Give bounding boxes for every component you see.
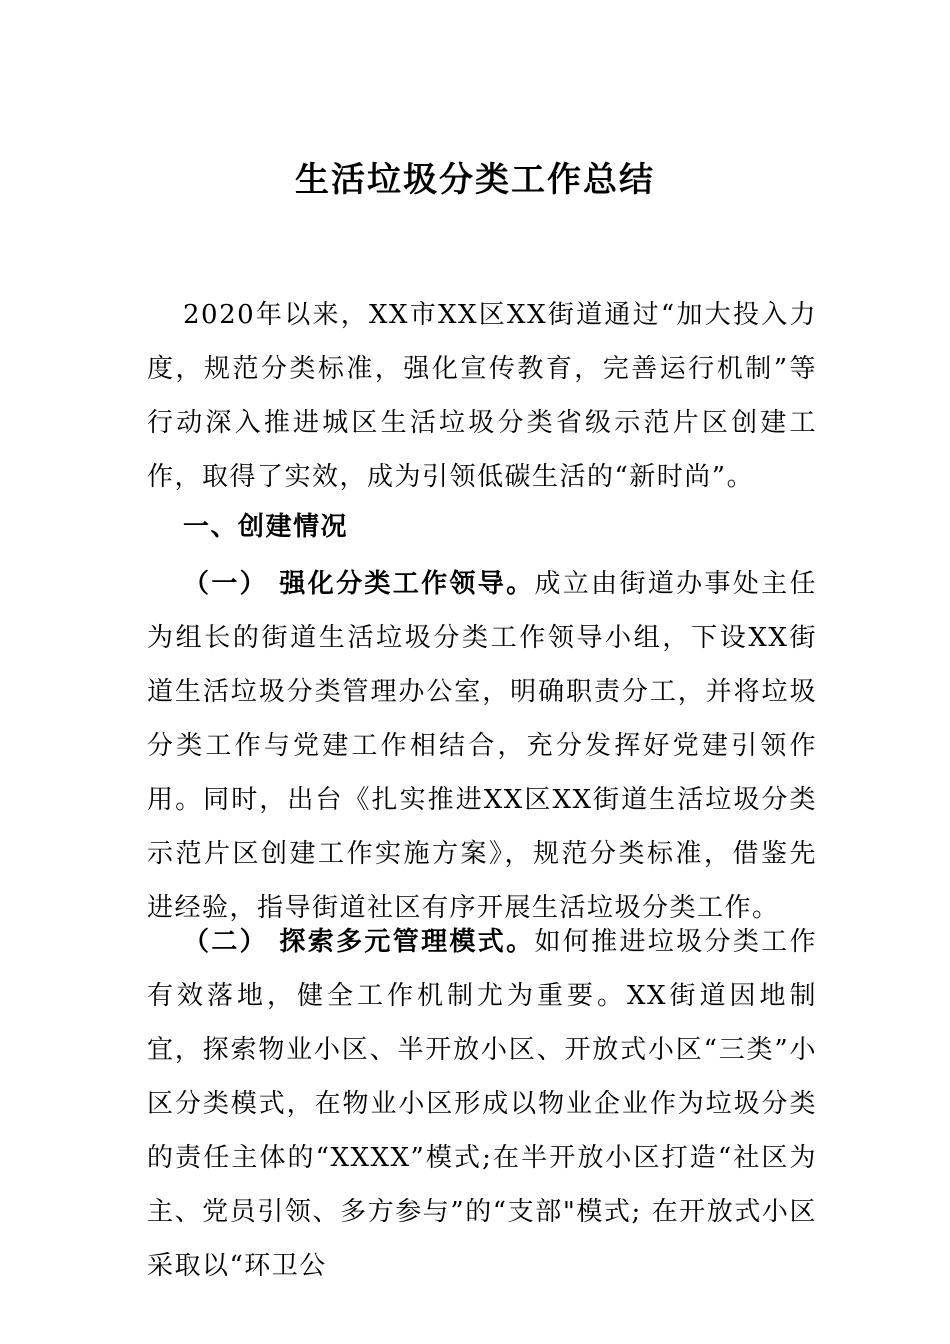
intro-paragraph: 2020年以来，XX市XX区XX街道通过“加大投入力度，规范分类标准，强化宣传教育，完善运行机制”等行动深入推进城区生活垃圾分类省级示范片区创建工作，取得了实效，成为引领低碳生活的“新时尚”。 <box>147 300 817 492</box>
item-2-text: 如何推进垃圾分类工作有效落地，健全工作机制尤为重要。XX街道因地制宜，探索物业小区、半开放小区、开放式小区“三类”小区分类模式，在物业小区形成以物业企业作为垃圾分类的责任主体的“XXXX”模式;在半开放小区打造“社区为主、党员引领、多方参与”的“支部"模式; 在开放式小区采取以“环卫公 <box>147 927 817 1281</box>
item-1-text: 成立由街道办事处主任为组长的街道生活垃圾分类工作领导小组，下设XX街道生活垃圾分类管理办公室，明确职责分工，并将垃圾分类工作与党建工作相结合，充分发挥好党建引领作用。同时，出台《扎实推进XX区XX街道生活垃圾分类示范片区创建工作实施方案》，规范分类标准，借鉴先进经验，指导街道社区有序开展生活垃圾分类工作。 <box>147 569 817 923</box>
item-2-paragraph <box>147 915 817 1293</box>
item-2-lead: （二） 探索多元管理模式。 <box>183 927 535 957</box>
section-heading: 一、创建情况 <box>183 512 349 542</box>
document-title: 生活垃圾分类工作总结 <box>295 160 655 200</box>
item-1-lead: （一） 强化分类工作领导。 <box>183 569 535 599</box>
item-1-paragraph <box>147 557 817 935</box>
